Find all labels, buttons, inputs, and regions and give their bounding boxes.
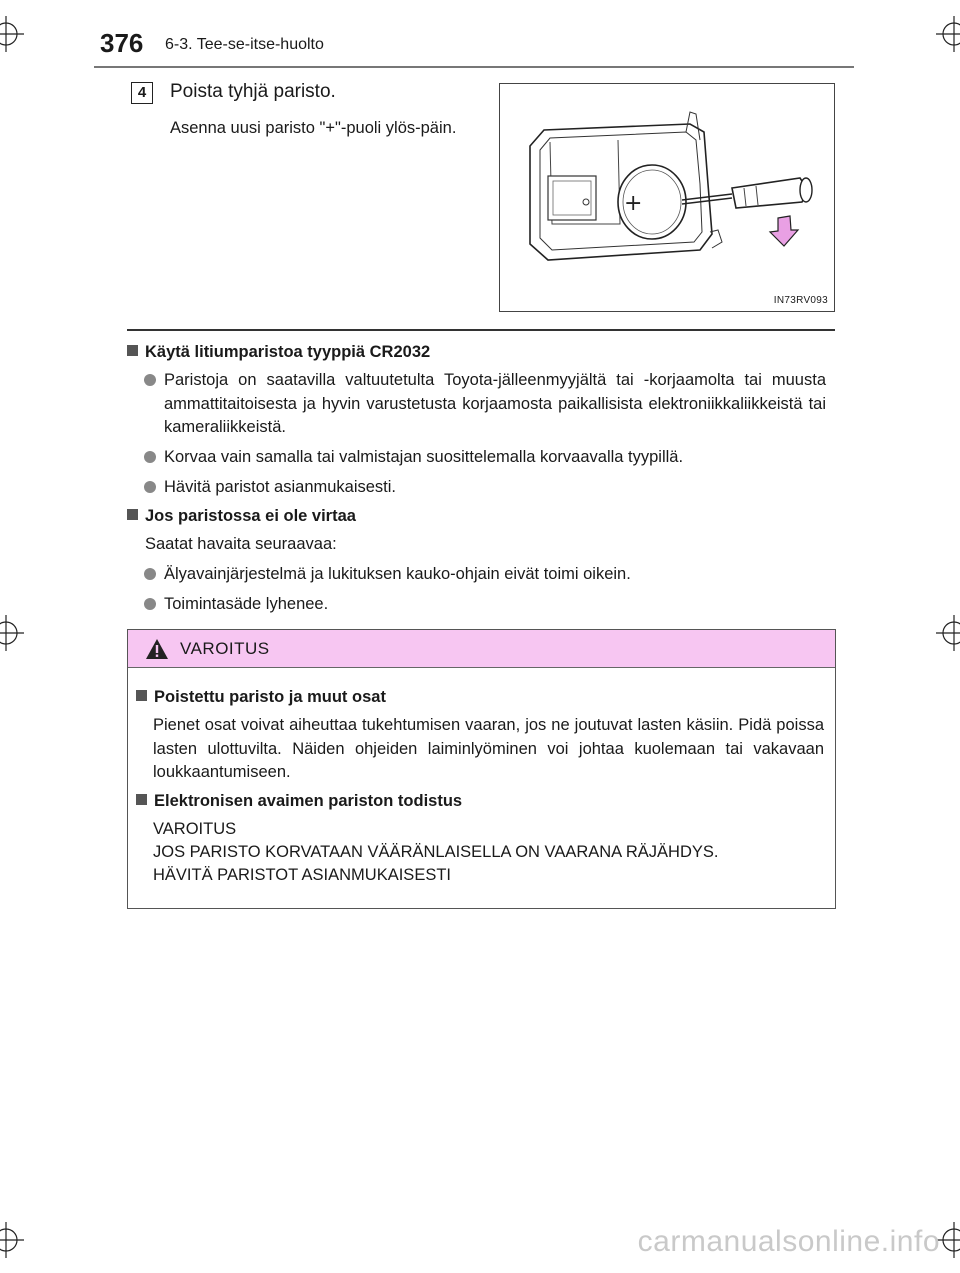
certificate-line-3: HÄVITÄ PARISTOT ASIANMUKAISESTI [153, 866, 451, 884]
no-power-intro: Saatat havaita seuraavaa: [145, 535, 337, 553]
heading-square-icon [136, 690, 147, 701]
warning-title: VAROITUS [180, 639, 270, 658]
warning-header [128, 630, 835, 668]
warning-heading-removed-battery: Poistettu paristo ja muut osat [136, 688, 386, 707]
warning-triangle-icon [145, 638, 169, 660]
heading-square-icon [127, 345, 138, 356]
battery-type-heading: Käytä litiumparistoa tyyppiä CR2032 [127, 343, 430, 362]
registration-mark-mid-left [0, 615, 24, 651]
bullet-dot-icon [144, 451, 156, 463]
battery-removal-illustration [500, 84, 834, 311]
warning-heading-certificate: Elektronisen avaimen pariston todistus [136, 792, 462, 811]
bullet-dot-icon [144, 568, 156, 580]
battery-bullet-1: Paristoja on saatavilla valtuutetulta Toyota-jälleenmyyjältä tai -korjaamolta tai muusta ammattitaitoisesta ja hyvin varustetusta korjaamosta paikallisista elektroniikkaliikkeistä tai kameraliikkeistä. [144, 369, 826, 440]
key-battery-figure [499, 83, 835, 312]
figure-code: IN73RV093 [773, 295, 828, 306]
step-number-box: 4 [131, 82, 153, 104]
header-rule [94, 66, 854, 68]
no-power-bullet-2: Toimintasäde lyhenee. [144, 593, 826, 617]
no-power-bullet-1: Älyavainjärjestelmä ja lukituksen kauko-ohjain eivät toimi oikein. [144, 563, 826, 587]
battery-bullet-2: Korvaa vain samalla tai valmistajan suosittelemalla korvaavalla tyypillä. [144, 446, 826, 470]
registration-mark-bottom-left [0, 1222, 24, 1258]
step-title: Poista tyhjä paristo. [170, 81, 336, 102]
watermark: carmanualsonline.info [637, 1225, 940, 1258]
step-description: Asenna uusi paristo "+"-puoli ylös-päin. [170, 119, 457, 137]
registration-mark-mid-right [936, 615, 960, 651]
registration-mark-top-right [936, 16, 960, 52]
registration-mark-top-left [0, 16, 24, 52]
page-number: 376 [100, 28, 144, 58]
no-power-heading: Jos paristossa ei ole virtaa [127, 507, 356, 526]
section-rule [127, 329, 835, 331]
bullet-dot-icon [144, 598, 156, 610]
bullet-dot-icon [144, 481, 156, 493]
battery-plus-sign: + [624, 191, 643, 216]
heading-square-icon [136, 794, 147, 805]
warning-box [127, 629, 836, 909]
warning-text-removed-battery: Pienet osat voivat aiheuttaa tukehtumisen vaaran, jos ne joutuvat lasten käsiin. Pidä poissa lasten ulottuvilta. Näiden ohjeiden laiminlyöminen voi johtaa kuolemaan tai vakavaan loukkaantumiseen. [153, 716, 824, 781]
heading-square-icon [127, 509, 138, 520]
certificate-line-1: VAROITUS [153, 820, 237, 838]
bullet-dot-icon [144, 374, 156, 386]
certificate-line-2: JOS PARISTO KORVATAAN VÄÄRÄNLAISELLA ON VAARANA RÄJÄHDYS. [153, 843, 719, 861]
battery-bullet-3: Hävitä paristot asianmukaisesti. [144, 476, 826, 500]
running-header: 6-3. Tee-se-itse-huolto [165, 36, 324, 53]
